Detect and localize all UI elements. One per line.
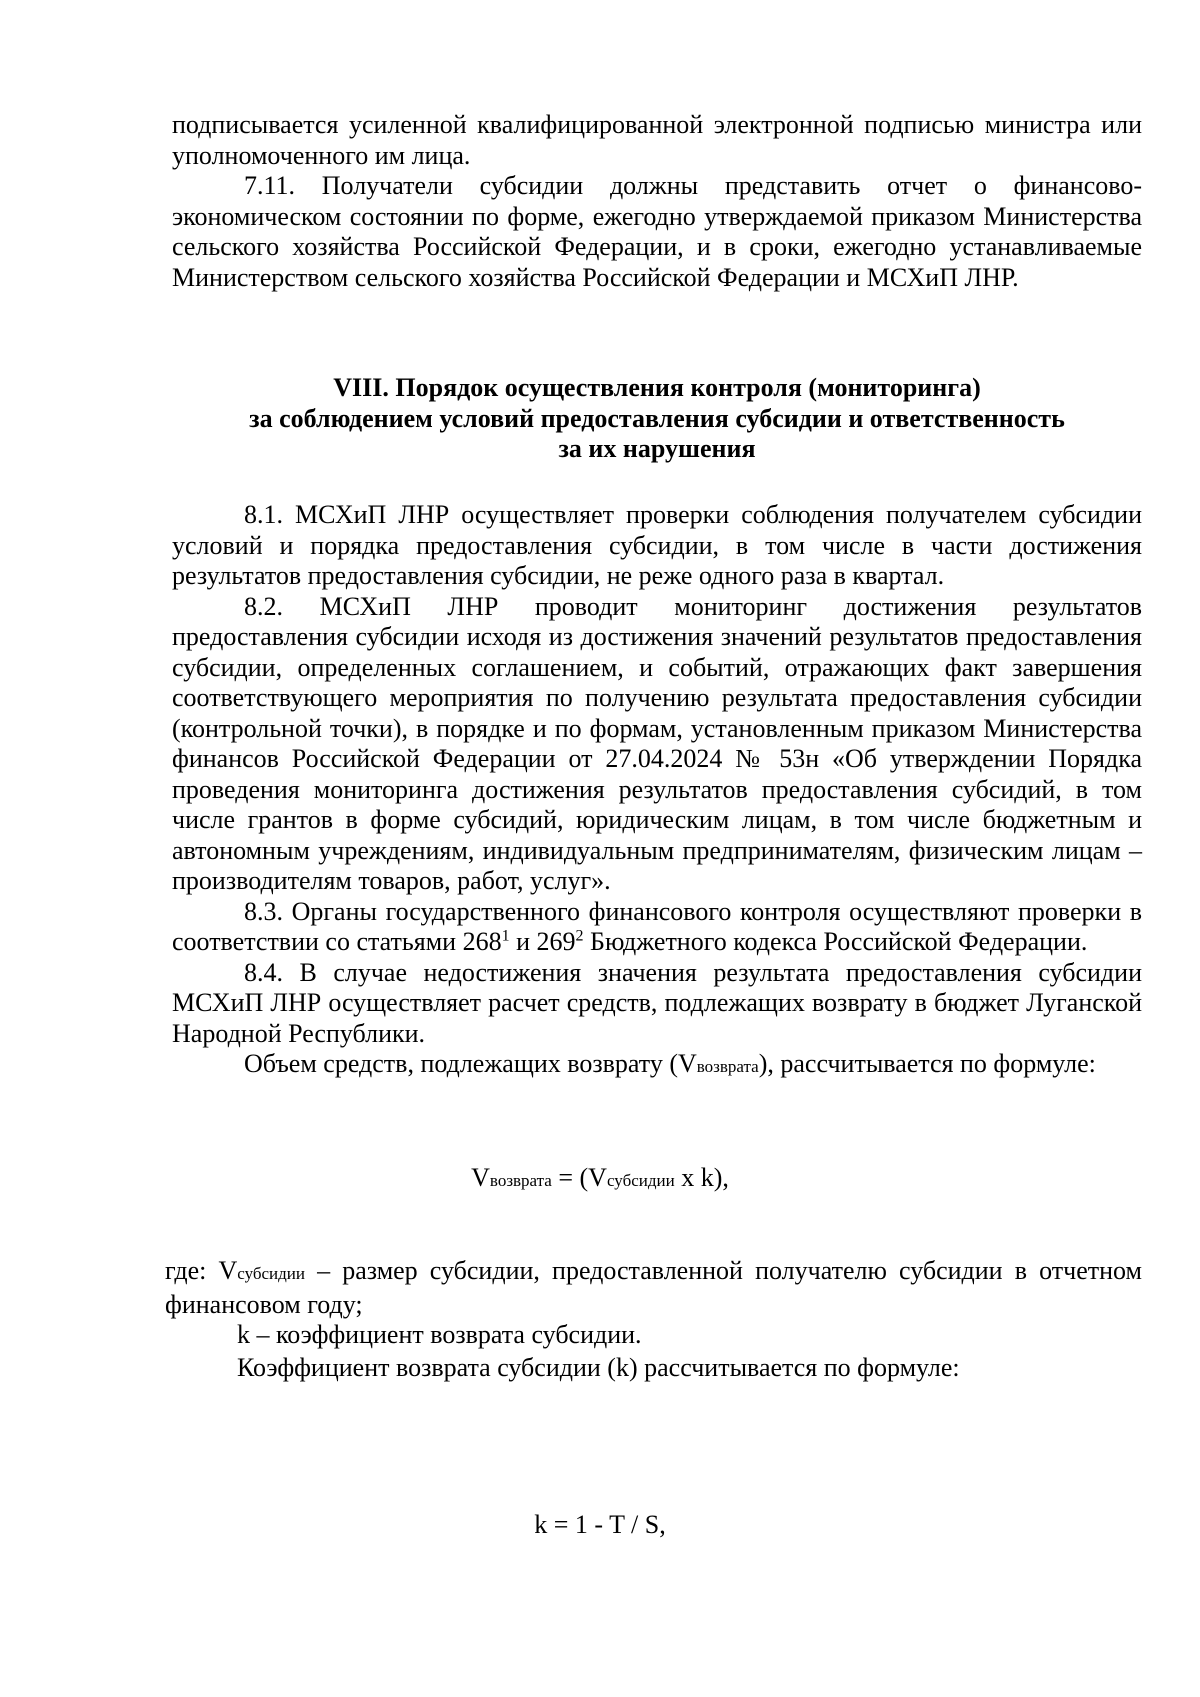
section-heading-line-2: за соблюдением условий предоставления субсидии и ответственность — [249, 403, 1065, 433]
paragraph-8-3-text-c: Бюджетного кодекса Российской Федерации. — [583, 927, 1088, 956]
formula1-sub-subsidy: субсидии — [606, 1171, 675, 1190]
paragraph-coefficient: Коэффициент возврата субсидии (k) рассчитывается по формуле: — [237, 1352, 960, 1382]
paragraph-volume — [172, 1049, 1142, 1083]
where-text-a: где: V — [165, 1256, 238, 1285]
formula1-v: V — [471, 1163, 490, 1192]
where-text-b: – размер субсидии, предоставленной получателю субсидии в отчетном финансовом году; — [165, 1256, 1142, 1319]
volume-text-a: Объем средств, подлежащих возврату (V — [244, 1049, 697, 1078]
main-text-block — [172, 500, 1142, 1083]
superscript-1: 1 — [501, 927, 510, 945]
where-subscript: субсидии — [237, 1264, 305, 1283]
volume-subscript: возврата — [696, 1057, 759, 1076]
superscript-2: 2 — [575, 927, 584, 945]
paragraph-8-3-text-b: и 269 — [509, 927, 576, 956]
formula1-sub-return: возврата — [489, 1171, 552, 1190]
formula-return-volume — [0, 1163, 1200, 1197]
where-block — [165, 1256, 1142, 1383]
paragraph-8-3-text-a: 8.3. Органы государственного финансового контроля осуществляют проверки в соответствии со статьями 268 — [172, 896, 1142, 956]
paragraph-8-4: 8.4. В случае недостижения значения результата предоставления субсидии МСХиП ЛНР осуществляет расчет средств, подлежащих возврату в бюджет Луганской Народной Республики. — [172, 957, 1142, 1048]
formula-coefficient: k = 1 - T / S, — [534, 1510, 666, 1539]
section-heading — [172, 373, 1142, 465]
paragraph-k-definition: k – коэффициент возврата субсидии. — [237, 1320, 642, 1349]
paragraph-signature: подписывается усиленной квалифицированной электронной подписью министра или уполномоченного им лица. — [172, 110, 1142, 170]
paragraph-where — [165, 1256, 1142, 1320]
volume-text-b: ), рассчитывается по формуле: — [758, 1049, 1096, 1078]
paragraph-7-11: 7.11. Получатели субсидии должны представить отчет о финансово-экономическом состоянии по форме, ежегодно утверждаемой приказом Министерства сельского хозяйства Российской Федерации, и в сроки, ежегодно устанавливаемые Министерством сельского хозяйства Российской Федерации и МСХиП ЛНР. — [172, 171, 1142, 292]
formula1-mid: = (V — [551, 1163, 607, 1192]
section-heading-line-1: VIII. Порядок осуществления контроля (мониторинга) — [333, 373, 981, 402]
paragraph-8-1: 8.1. МСХиП ЛНР осуществляет проверки соблюдения получателем субсидии условий и порядка предоставления субсидии, в том числе в части достижения результатов предоставления субсидии, не реже одного раза в квартал. — [172, 500, 1142, 590]
paragraph-8-2: 8.2. МСХиП ЛНР проводит мониторинг достижения результатов предоставления субсидии исходя из достижения значений результатов предоставления субсидии, определенных соглашением, и событий, отражающих факт завершения соответствующего мероприятия по получению результата предоставления субсидии (контрольной точки), в порядке и по формам, установленным приказом Министерства финансов Российской Федерации от 27.04.2024 № 53н «Об утверждении Порядка проведения мониторинга достижения результатов предоставления субсидий, в том числе грантов в форме субсидий, юридическим лицам, в том числе бюджетным и автономным учреждениям, индивидуальным предпринимателям, физическим лицам – производителям товаров, работ, услуг». — [172, 591, 1142, 895]
top-text-block — [172, 110, 1142, 293]
formula1-end: x k), — [674, 1163, 729, 1192]
paragraph-8-3 — [172, 897, 1142, 958]
section-heading-line-3: за их нарушения — [558, 434, 756, 463]
